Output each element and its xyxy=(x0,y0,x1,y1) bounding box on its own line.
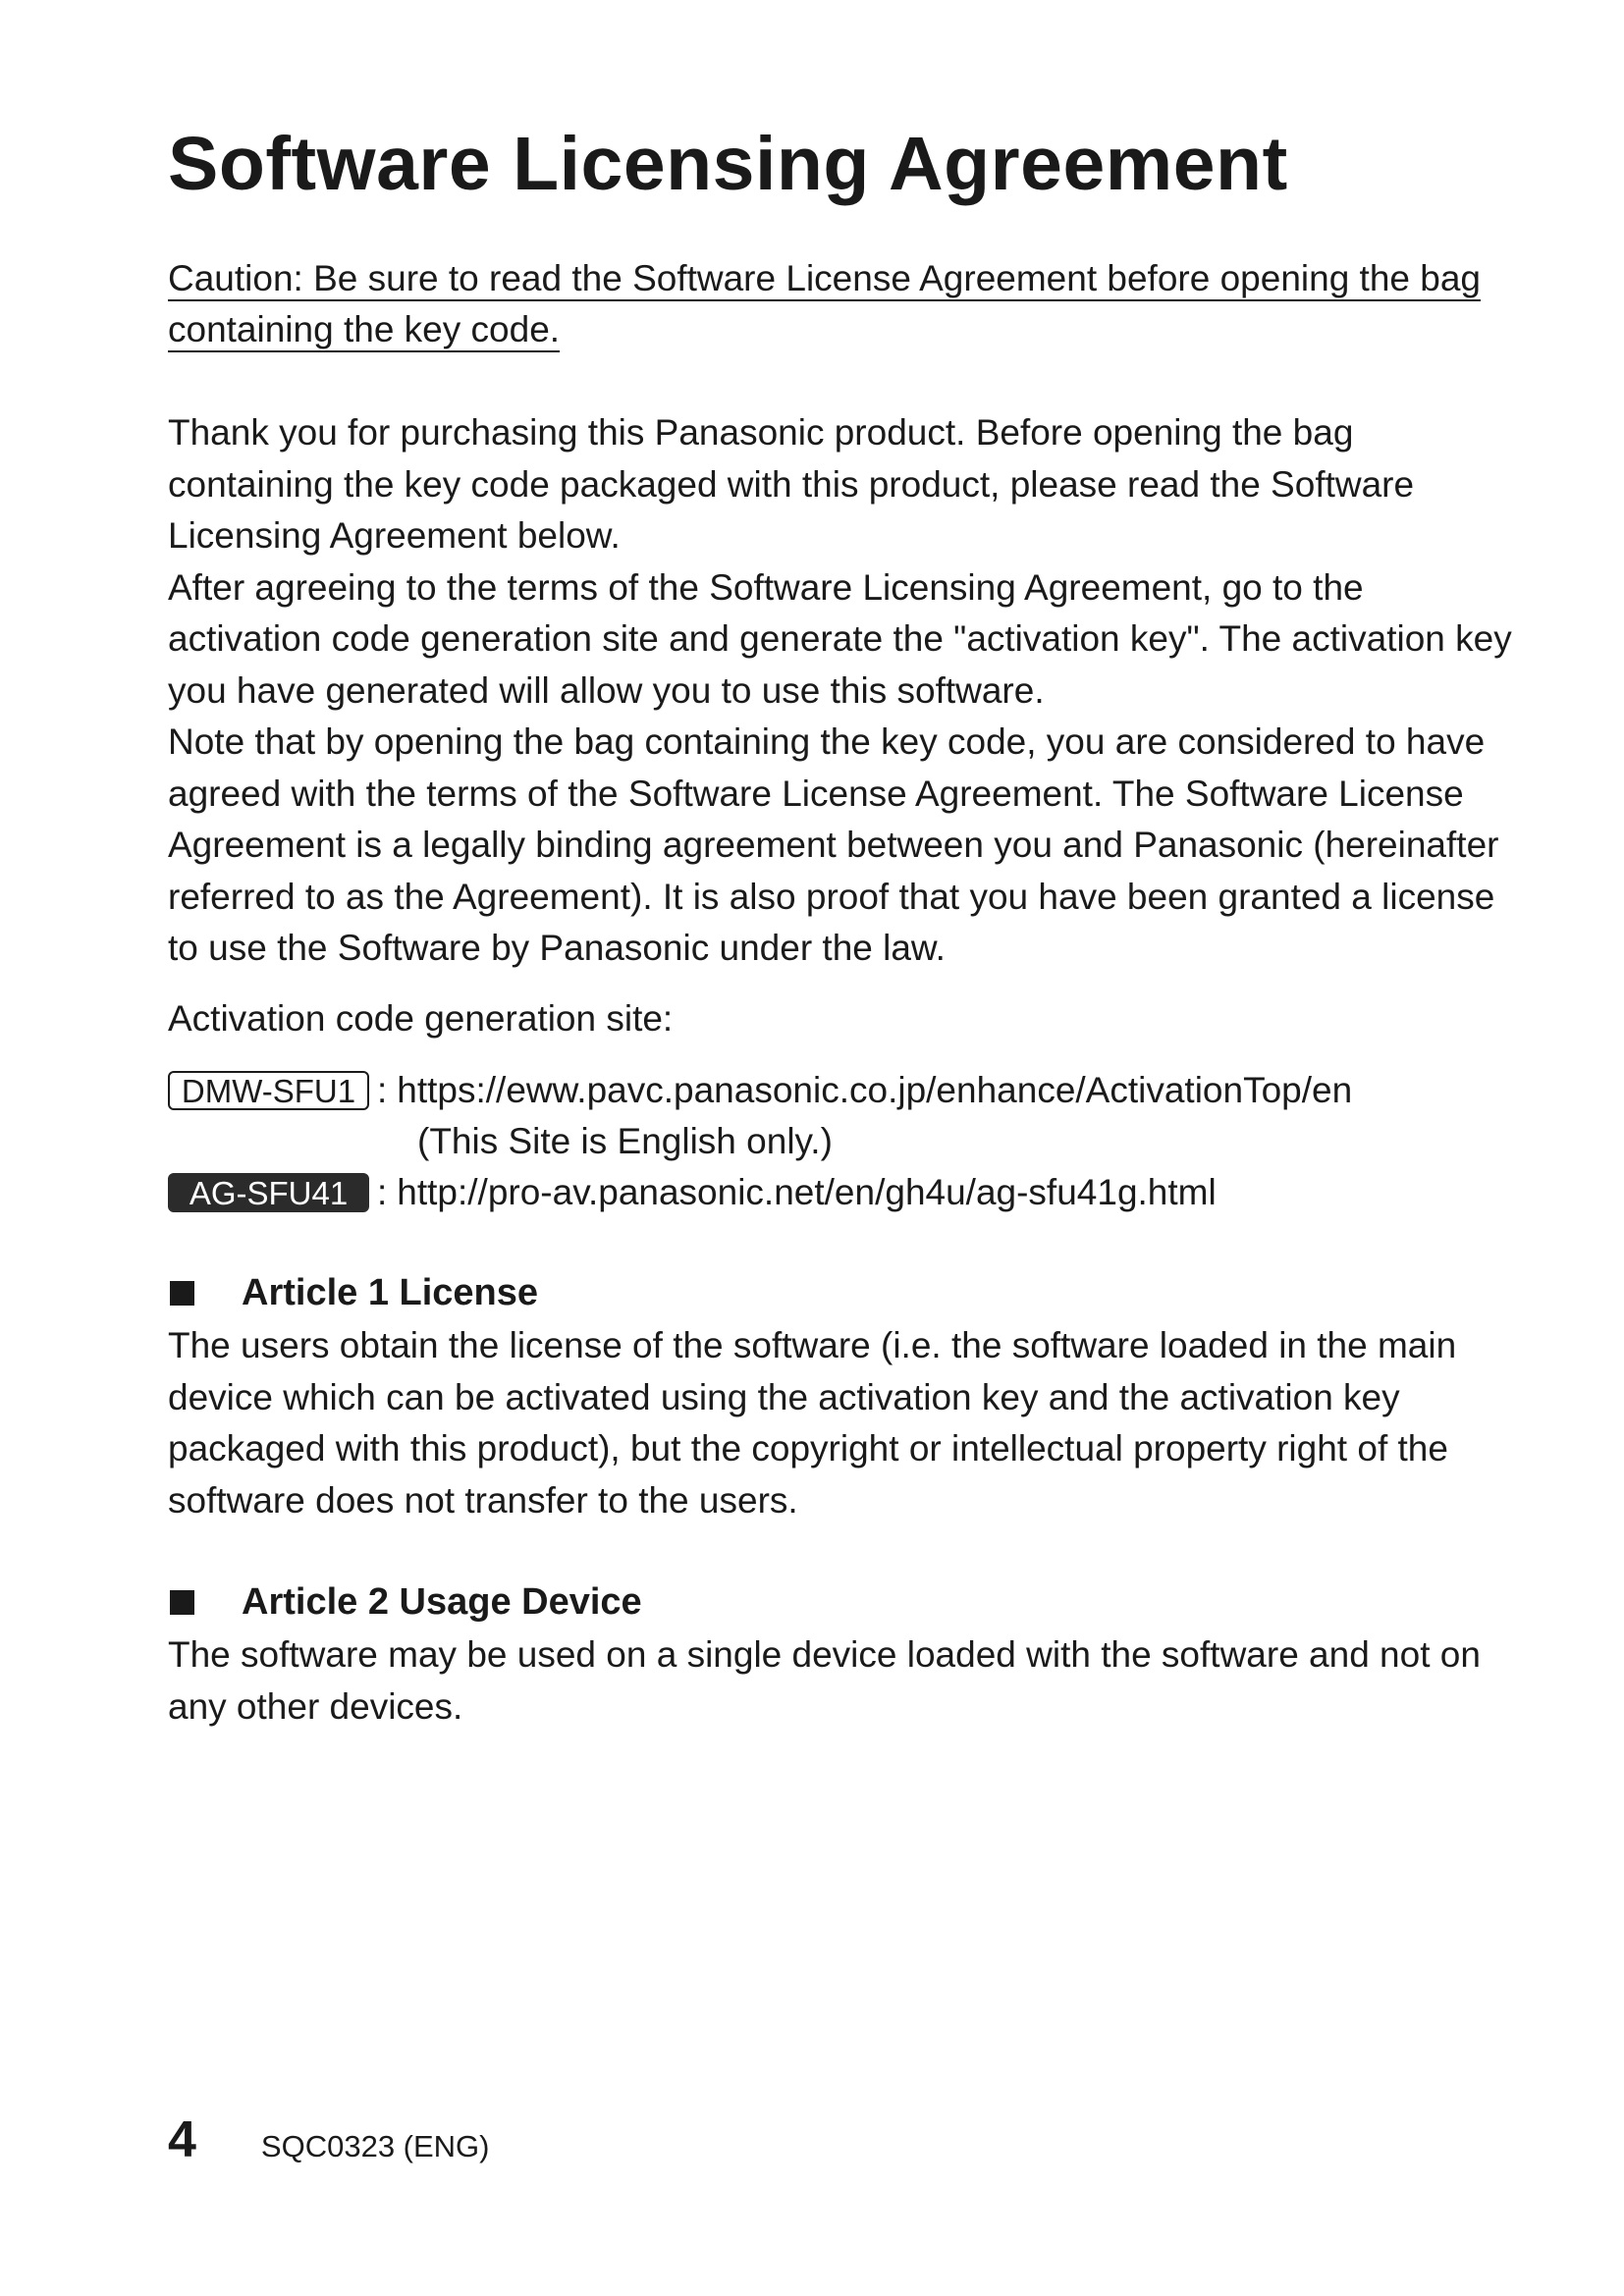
article-1-body: The users obtain the license of the software (i.e. the software loaded in the main device which can be activated using the activation key and the activation key packaged with this product), but the copyright or intellectual property right of the software does not transfer to the users. xyxy=(168,1325,1457,1521)
activation-site-row xyxy=(168,1065,1352,1116)
article-2-heading xyxy=(168,1576,642,1628)
activation-site-url[interactable]: https://eww.pavc.panasonic.co.jp/enhance/ActivationTop/en xyxy=(397,1070,1353,1110)
article-1-heading xyxy=(168,1267,538,1318)
page-title: Software Licensing Agreement xyxy=(168,122,1288,206)
model-badge-ag-sfu41: AG-SFU41 xyxy=(168,1173,369,1212)
model-badge-dmw-sfu1: DMW-SFU1 xyxy=(168,1071,369,1110)
article-2-body: The software may be used on a single device loaded with the software and not on any other devices. xyxy=(168,1634,1481,1727)
intro-paragraph: Note that by opening the bag containing the key code, you are considered to have agreed with the terms of the Software License Agreement. The Software License Agreement is a legally binding agreement between you and Panasonic (hereinafter referred to as the Agreement). It is also proof that you have been granted a license to use the Software by Panasonic under the law. xyxy=(168,721,1499,968)
page-number: 4 xyxy=(168,2111,196,2168)
activation-site-row xyxy=(168,1167,1217,1218)
page-footer xyxy=(168,2110,490,2176)
separator-colon: : xyxy=(377,1070,388,1110)
activation-site-label: Activation code generation site: xyxy=(168,998,674,1039)
activation-site-note: (This Site is English only.) xyxy=(417,1121,833,1161)
activation-site-url[interactable]: http://pro-av.panasonic.net/en/gh4u/ag-sfu41g.html xyxy=(397,1172,1217,1212)
article-heading-text: Article 1 License xyxy=(242,1272,539,1313)
caution-notice xyxy=(168,253,1513,355)
article-heading-text: Article 2 Usage Device xyxy=(242,1581,642,1623)
separator-colon: : xyxy=(377,1172,388,1212)
intro-paragraph: After agreeing to the terms of the Software Licensing Agreement, go to the activation code generation site and generate the "activation key". The activation key you have generated will allow you to use this software. xyxy=(168,566,1512,711)
black-square-bullet-icon xyxy=(170,1281,194,1306)
manual-page xyxy=(168,0,1513,2296)
caution-text: Caution: Be sure to read the Software License Agreement before opening the bag containing the key code. xyxy=(168,258,1482,349)
document-code: SQC0323 (ENG) xyxy=(260,2129,490,2163)
intro-section xyxy=(168,407,1513,975)
intro-paragraph: Thank you for purchasing this Panasonic product. Before opening the bag containing the key code packaged with this product, please read the Software Licensing Agreement below. xyxy=(168,412,1415,556)
black-square-bullet-icon xyxy=(170,1590,194,1615)
